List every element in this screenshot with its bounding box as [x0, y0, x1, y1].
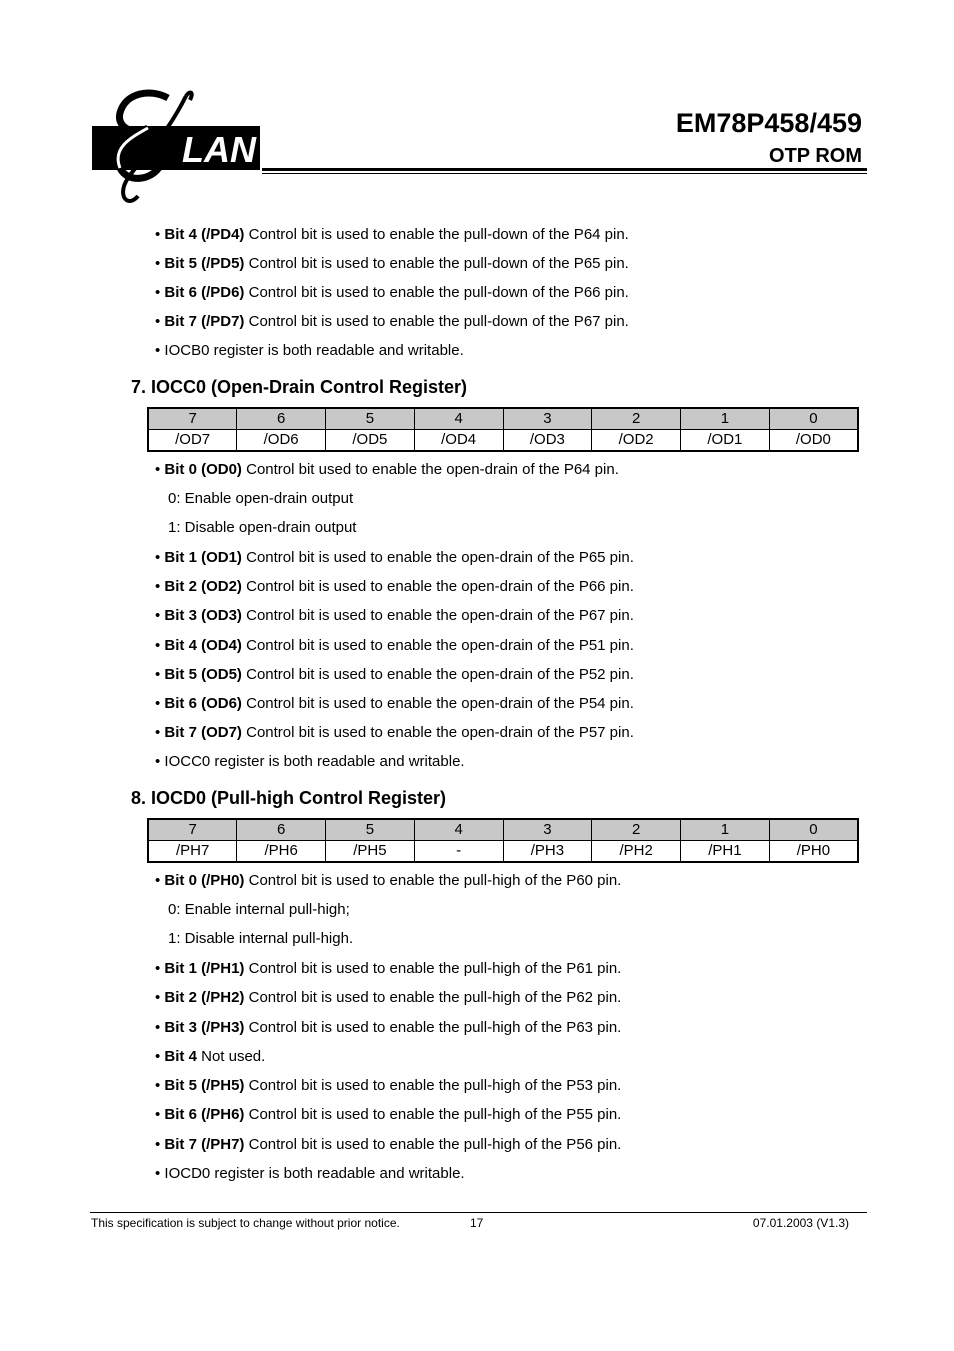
bit-name: /PH5 — [326, 841, 415, 863]
list-item: • Bit 5 (/PH5) Control bit is used to enable the pull-high of the P53 pin. — [155, 1077, 622, 1094]
register-note: • IOCB0 register is both readable and writable. — [155, 342, 464, 359]
document-title: EM78P458/459 — [675, 108, 862, 138]
list-item: • Bit 0 (OD0) Control bit used to enable the open-drain of the P64 pin. — [155, 461, 619, 478]
bit-name: /PH3 — [503, 841, 592, 863]
logo-text: LAN — [182, 129, 256, 170]
list-item: • Bit 3 (OD3) Control bit is used to enable the open-drain of the P67 pin. — [155, 607, 634, 624]
bit-name: /OD3 — [503, 430, 592, 452]
list-item: • Bit 7 (/PH7) Control bit is used to enable the pull-high of the P56 pin. — [155, 1136, 622, 1153]
register-table-iocc0 — [147, 407, 859, 452]
bit-number: 7 — [148, 819, 237, 841]
footer-rule — [90, 1212, 867, 1213]
bit-number: 5 — [326, 819, 415, 841]
bit-name: /OD4 — [414, 430, 503, 452]
register-note: • IOCC0 register is both readable and writable. — [155, 753, 465, 770]
document-subtitle: OTP ROM — [769, 145, 862, 167]
register-table-iocd0 — [147, 818, 859, 863]
bit-name: /OD5 — [326, 430, 415, 452]
bit-name: /PH7 — [148, 841, 237, 863]
bit-number: 0 — [769, 819, 858, 841]
list-item: • Bit 6 (/PD6) Control bit is used to enable the pull-down of the P66 pin. — [155, 284, 629, 301]
list-item: • Bit 4 (OD4) Control bit is used to enable the open-drain of the P51 pin. — [155, 637, 634, 654]
list-item: • Bit 2 (/PH2) Control bit is used to enable the pull-high of the P62 pin. — [155, 989, 622, 1006]
footer-notice: This specification is subject to change without prior notice. — [91, 1216, 400, 1230]
bit-number: 1 — [681, 408, 770, 430]
list-item: • Bit 4 (/PD4) Control bit is used to enable the pull-down of the P64 pin. — [155, 226, 629, 243]
list-item: • Bit 1 (/PH1) Control bit is used to enable the pull-high of the P61 pin. — [155, 960, 622, 977]
bit-number: 4 — [414, 819, 503, 841]
section-heading-iocc0: 7. IOCC0 (Open-Drain Control Register) — [131, 377, 468, 397]
bit-name: /OD1 — [681, 430, 770, 452]
bit-name: /OD0 — [769, 430, 858, 452]
list-item: • Bit 3 (/PH3) Control bit is used to enable the pull-high of the P63 pin. — [155, 1019, 622, 1036]
list-item: • Bit 0 (/PH0) Control bit is used to enable the pull-high of the P60 pin. — [155, 872, 622, 889]
bit-number: 6 — [237, 819, 326, 841]
bit-number: 2 — [592, 408, 681, 430]
bit-number: 1 — [681, 819, 770, 841]
bit-name: /PH0 — [769, 841, 858, 863]
elan-logo — [90, 88, 265, 208]
list-item: • Bit 7 (/PD7) Control bit is used to enable the pull-down of the P67 pin. — [155, 313, 629, 330]
header-rule — [262, 168, 867, 171]
footer-date: 07.01.2003 (V1.3) — [752, 1216, 849, 1230]
option-text: 1: Disable internal pull-high. — [168, 930, 354, 947]
section-heading-iocd0: 8. IOCD0 (Pull-high Control Register) — [131, 788, 447, 808]
header-rule-thin — [262, 173, 867, 174]
bit-number: 4 — [414, 408, 503, 430]
bit-name: /OD6 — [237, 430, 326, 452]
bit-number: 7 — [148, 408, 237, 430]
register-note: • IOCD0 register is both readable and writable. — [155, 1165, 465, 1182]
option-text: 0: Enable open-drain output — [168, 490, 354, 507]
page-number: 17 — [470, 1216, 484, 1230]
list-item: • Bit 5 (OD5) Control bit is used to enable the open-drain of the P52 pin. — [155, 666, 634, 683]
bit-name: /PH6 — [237, 841, 326, 863]
option-text: 1: Disable open-drain output — [168, 519, 357, 536]
list-item: • Bit 7 (OD7) Control bit is used to enable the open-drain of the P57 pin. — [155, 724, 634, 741]
bit-number: 0 — [769, 408, 858, 430]
bit-name: /PH2 — [592, 841, 681, 863]
list-item: • Bit 6 (/PH6) Control bit is used to enable the pull-high of the P55 pin. — [155, 1106, 622, 1123]
bit-name: - — [414, 841, 503, 863]
bit-number: 3 — [503, 819, 592, 841]
bit-number: 5 — [326, 408, 415, 430]
bit-name: /PH1 — [681, 841, 770, 863]
list-item: • Bit 5 (/PD5) Control bit is used to enable the pull-down of the P65 pin. — [155, 255, 629, 272]
list-item: • Bit 4 Not used. — [155, 1048, 266, 1065]
bit-number: 2 — [592, 819, 681, 841]
list-item: • Bit 1 (OD1) Control bit is used to enable the open-drain of the P65 pin. — [155, 549, 634, 566]
list-item: • Bit 6 (OD6) Control bit is used to enable the open-drain of the P54 pin. — [155, 695, 634, 712]
bit-name: /OD2 — [592, 430, 681, 452]
bit-name: /OD7 — [148, 430, 237, 452]
list-item: • Bit 2 (OD2) Control bit is used to enable the open-drain of the P66 pin. — [155, 578, 634, 595]
bit-number: 3 — [503, 408, 592, 430]
option-text: 0: Enable internal pull-high; — [168, 901, 350, 918]
bit-number: 6 — [237, 408, 326, 430]
